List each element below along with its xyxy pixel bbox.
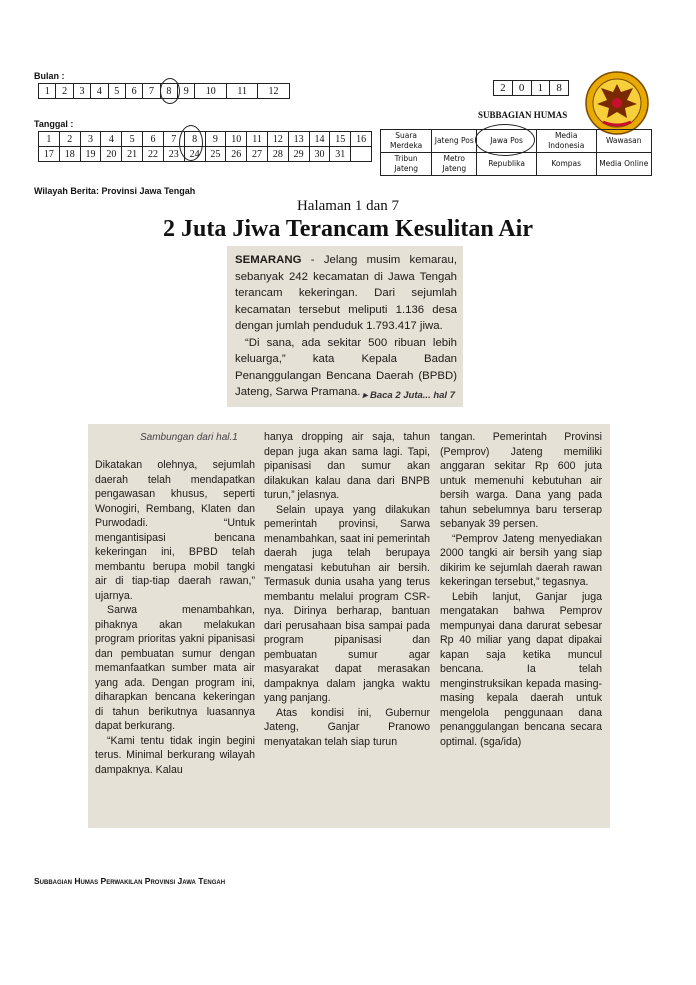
col3-paragraph: “Pemprov Jateng menyediakan 2000 tangki air bersih yang siap dikirim ke sejumlah daerah rawan kekeringan tersebut,” tegasnya. — [440, 532, 602, 588]
front-paragraph-1: - Jelang musim kemarau, sebanyak 242 kecamatan di Jawa Tengah terancam kekeringan. Dari sejumlah kecamatan tersebut meliputi 1.136 desa dengan jumlah penduduk 1.793.417 jiwa. — [235, 254, 457, 332]
wilayah-label: Wilayah Berita: Provinsi Jawa Tengah — [34, 186, 196, 196]
tanggal-cell: 5 — [122, 132, 143, 147]
media-jateng-pos: Jateng Pos — [432, 130, 477, 153]
col3-paragraph: Lebih lanjut, Ganjar juga mengatakan bahwa Pemprov mempunyai dana darurat sebesar Rp 40 miliar yang dapat dipakai kapan saja ketika muncul bencana. Ia telah menginstruksikan kepada masing-masing kepala daerah untuk mengelola penggunaan dana penanggulangan bencana secara optimal. (sga/ida) — [440, 590, 602, 748]
tanggal-cell: 6 — [143, 132, 164, 147]
tanggal-cell: 23 — [163, 147, 184, 162]
bulan-label: Bulan : — [34, 71, 65, 81]
col3-paragraph: tangan. Pemerintah Provinsi (Pemprov) Jateng memiliki anggaran sekitar Rp 600 juta untuk memenuhi kebutuhan air bersih warga. Dana yang pada tahun sebelumnya baru terserap sebanyak 39 persen. — [440, 431, 602, 530]
dateline: SEMARANG — [235, 254, 302, 266]
media-republika: Republika — [477, 153, 537, 176]
tanggal-cell: 4 — [101, 132, 122, 147]
tanggal-cell: 2 — [59, 132, 80, 147]
bulan-cell: 6 — [125, 84, 142, 99]
tanggal-cell: 30 — [309, 147, 330, 162]
media-suara-merdeka: Suara Merdeka — [381, 130, 432, 153]
bulan-cell: 2 — [56, 84, 73, 99]
year-cell: 0 — [512, 81, 531, 96]
tanggal-selected-circle — [179, 125, 203, 161]
garuda-logo — [583, 70, 651, 136]
tanggal-cell: 1 — [39, 132, 60, 147]
continuation-clipping — [88, 424, 610, 828]
tanggal-cell: 16 — [351, 132, 372, 147]
tanggal-cell: 26 — [226, 147, 247, 162]
media-kompas: Kompas — [536, 153, 596, 176]
tanggal-cell: 15 — [330, 132, 351, 147]
tanggal-cell: 10 — [226, 132, 247, 147]
bulan-selected-circle — [160, 78, 180, 104]
bulan-cell: 8 — [160, 84, 177, 99]
year-cell: 1 — [531, 81, 550, 96]
department-label: SUBBAGIAN HUMAS — [478, 110, 568, 120]
col1-paragraph: Dikatakan olehnya, sejumlah daerah telah mendapatkan pengawasan khusus, seperti Wonogiri, Rembang, Klaten dan Purwodadi. “Untuk mengantisipasi bencana kekeringan ini, BPBD telah membantu berupa mobil tangki air di tiap-tiap daerah rawan,” ujarnya. — [95, 459, 255, 602]
media-tribun-jateng: Tribun Jateng — [381, 153, 432, 176]
headline: 2 Juta Jiwa Terancam Kesulitan Air — [162, 216, 534, 242]
tanggal-cell: 14 — [309, 132, 330, 147]
tanggal-cell: 27 — [247, 147, 268, 162]
continuation-label: Sambungan dari hal.1 — [140, 432, 238, 443]
bulan-cell: 7 — [143, 84, 160, 99]
tanggal-cell: 3 — [80, 132, 101, 147]
tanggal-cell: 13 — [288, 132, 309, 147]
tanggal-cell: 9 — [205, 132, 226, 147]
continued-reference: ▸ Baca 2 Juta... hal 7 — [362, 390, 455, 401]
tanggal-cell: 12 — [267, 132, 288, 147]
year-cell: 2 — [494, 81, 513, 96]
col2-paragraph: Selain upaya yang dilakukan pemerintah provinsi, Sarwa menambahkan, saat ini pemerintah daerah juga telah berupaya mengatasi kebutuhan air bersih. Termasuk dunia usaha yang terus membantu melalui program CSR-nya. Dirinya berharap, bantuan dari perusahaan bisa sampai pada program pipanisasi dan pembuatan sumur agar masyarakat dapat merasakan dampaknya dalam jangka waktu yang panjang. — [264, 503, 430, 704]
media-wawasan: Wawasan — [596, 130, 651, 153]
article-column-3 — [440, 430, 602, 749]
media-media-indonesia: Media Indonesia — [536, 130, 596, 153]
bulan-cell: 1 — [39, 84, 56, 99]
media-media-online: Media Online — [596, 153, 651, 176]
tanggal-cell: 22 — [143, 147, 164, 162]
media-metro-jateng: Metro Jateng — [432, 153, 477, 176]
bulan-cell: 4 — [91, 84, 108, 99]
col1-paragraph: “Kami tentu tidak ingin begini terus. Minimal berkurang wilayah dampaknya. Kalau — [95, 734, 255, 776]
tanggal-cell — [351, 147, 372, 162]
bulan-cell: 11 — [227, 84, 258, 99]
tanggal-cell: 11 — [247, 132, 268, 147]
media-selected-circle — [475, 124, 535, 156]
page-reference: Halaman 1 dan 7 — [296, 198, 400, 214]
tanggal-cell: 28 — [267, 147, 288, 162]
col2-paragraph: hanya dropping air saja, tahun depan juga akan sama lagi. Tapi, pipanisasi dan sumur akan dilakukan kalau dana dari BNPB turun,” jelasnya. — [264, 431, 430, 501]
front-paragraph-2: “Di sana, ada sekitar 500 ribuan lebih keluarga,” kata Kepala Badan Penanggulangan Bencana Daerah (BPBD) Jateng, Sarwa Pramana. — [235, 336, 457, 398]
front-page-clipping — [227, 246, 463, 407]
col1-paragraph: Sarwa menambahkan, pihaknya akan melakukan program prioritas yakni pipanisasi dan pembuatan sumur dengan memanfaatkan sumber mata air yang ada. Dengan program ini, diharapkan bencana kekeringan di tahun berikutnya luasannya dapat berkurang. — [95, 604, 255, 732]
year-cell: 8 — [550, 81, 569, 96]
tanggal-cell: 18 — [59, 147, 80, 162]
tanggal-table — [38, 131, 372, 162]
tanggal-cell: 17 — [39, 147, 60, 162]
tanggal-cell: 24 — [184, 147, 205, 162]
media-jawa-pos: Jawa Pos — [477, 130, 537, 153]
bulan-cell: 10 — [195, 84, 227, 99]
bulan-cell: 3 — [73, 84, 90, 99]
article-column-1 — [95, 458, 255, 777]
tanggal-label: Tanggal : — [34, 119, 74, 129]
bulan-cell: 12 — [258, 84, 290, 99]
tanggal-cell: 31 — [330, 147, 351, 162]
tanggal-cell: 29 — [288, 147, 309, 162]
article-column-2 — [264, 430, 430, 749]
footer: Subbagian Humas Perwakilan Provinsi Jawa Tengah — [34, 876, 226, 886]
tanggal-cell: 7 — [163, 132, 184, 147]
tanggal-cell: 21 — [122, 147, 143, 162]
tanggal-cell: 8 — [184, 132, 205, 147]
year-table — [493, 80, 569, 96]
tanggal-cell: 19 — [80, 147, 101, 162]
col2-paragraph: Atas kondisi ini, Gubernur Jateng, Ganjar Pranowo menyatakan telah siap turun — [264, 706, 430, 748]
tanggal-cell: 25 — [205, 147, 226, 162]
bulan-cell: 5 — [108, 84, 125, 99]
tanggal-cell: 20 — [101, 147, 122, 162]
bulan-cell: 9 — [178, 84, 195, 99]
